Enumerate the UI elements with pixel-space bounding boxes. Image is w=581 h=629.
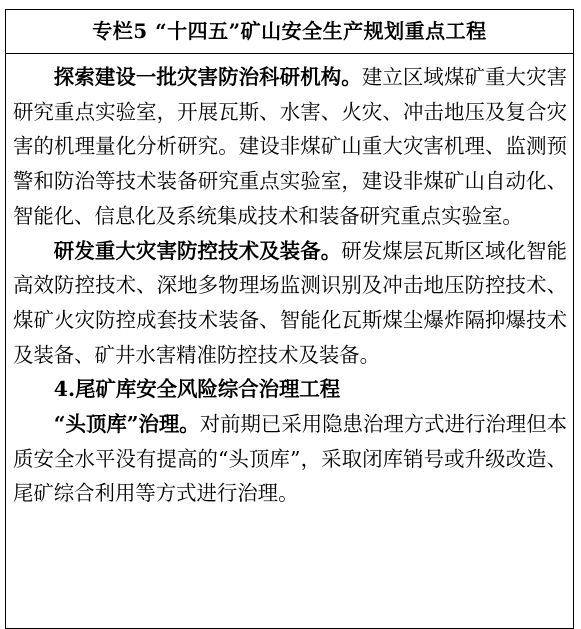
column-box [5, 9, 574, 629]
paragraph-lead: 研发重大灾害防控技术及装备。 [53, 238, 342, 263]
paragraph-lead: “头顶库”治理。 [53, 412, 200, 437]
paragraph-text: 对前期已采用隐患治理方式进行治理但本质安全水平没有提高的“头顶库”，采取闭库销号或升级改造、尾矿综合利用等方式进行治理。 [13, 412, 567, 506]
paragraph-text: 研发煤层瓦斯区域化智能高效防控技术、深地多物理场监测识别及冲击地压防控技术、煤矿火灾防控成套技术装备、智能化瓦斯煤尘爆炸隔抑爆技术及装备、矿井水害精准防控技术及装备。 [13, 238, 568, 367]
paragraph-overhead-tailings [13, 407, 567, 511]
paragraph-lead: 探索建设一批灾害防治科研机构。 [53, 65, 362, 89]
paragraph-text: 建立区域煤矿重大灾害研究重点实验室，开展瓦斯、水害、火灾、冲击地压及复合灾害的机理量化分析研究。建设非煤矿山重大灾害机理、监测预警和防治等技术装备研究重点实验室，建设非煤矿山自动化、智能化、信息化及系统集成技术和装备研究重点实验室。 [13, 65, 568, 228]
column-content [6, 54, 573, 511]
section-heading: 4.尾矿库安全风险综合治理工程 [53, 377, 341, 402]
paragraph-disaster-prevention-tech [13, 234, 567, 373]
column-title: 专栏5 “十四五”矿山安全生产规划重点工程 [6, 10, 573, 54]
paragraph-research-institutions [13, 54, 567, 234]
